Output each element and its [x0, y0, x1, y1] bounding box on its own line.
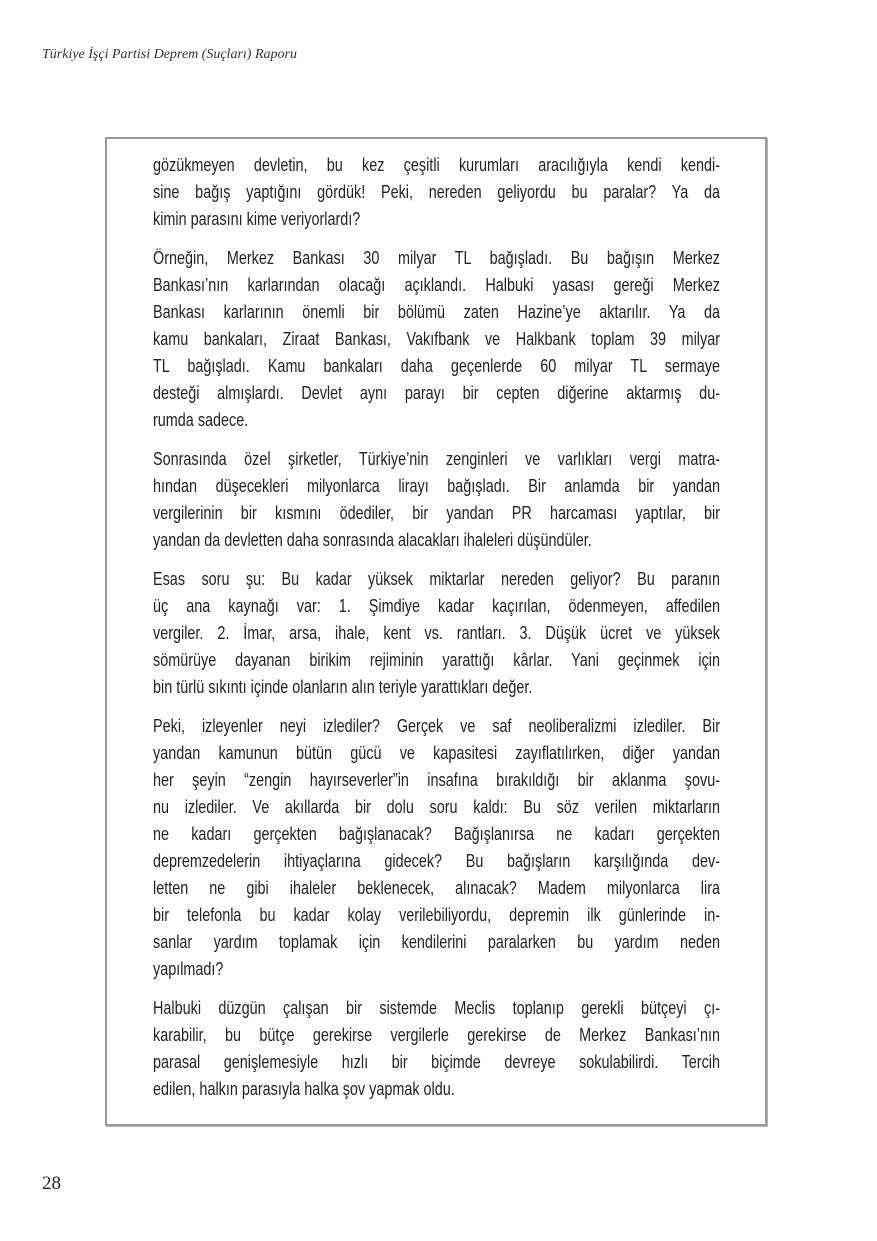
text-line: sine bağış yaptığını gördük! Peki, nereden geliyordu bu paralar? Ya da: [153, 182, 720, 202]
text-line: bin türlü sıkıntı içinde olanların alın teriyle yarattıkları değer.: [153, 677, 533, 697]
text-line: vergilerinin bir kısmını ödediler, bir yandan PR harcaması yaptılar, bir: [153, 503, 720, 523]
text-line: bir telefonla bu kadar kolay verilebiliyordu, depremin ilk günlerinde in-: [153, 905, 720, 925]
text-line: rumda sadece.: [153, 410, 249, 430]
paragraph: [153, 713, 720, 983]
text-line: letten ne gibi ihaleler beklenecek, alınacak? Madem milyonlarca lira: [153, 878, 720, 898]
paragraph: [153, 566, 720, 701]
text-line: TL bağışladı. Kamu bankaları daha geçenlerde 60 milyar TL sermaye: [153, 356, 720, 376]
paragraph: [153, 152, 720, 233]
paragraph: [153, 446, 720, 554]
text-line: yandan da devletten daha sonrasında alacakları ihaleleri düşündüler.: [153, 530, 592, 550]
text-line: vergiler. 2. İmar, arsa, ihale, kent vs. rantları. 3. Düşük ücret ve yüksek: [153, 623, 720, 643]
text-line: yandan kamunun bütün gücü ve kapasitesi zayıflatılırken, diğer yandan: [153, 743, 720, 763]
text-line: kimin parasını kime veriyorlardı?: [153, 209, 361, 229]
text-line: nu izlediler. Ve akıllarda bir dolu soru kaldı: Bu söz verilen miktarların: [153, 797, 720, 817]
text-line: üç ana kaynağı var: 1. Şimdiye kadar kaçırılan, ödenmeyen, affedilen: [153, 596, 720, 616]
text-line: Bankası karlarının önemli bir bölümü zaten Hazine’ye aktarılır. Ya da: [153, 302, 720, 322]
text-line: karabilir, bu bütçe gerekirse vergilerle gerekirse de Merkez Bankası’nın: [153, 1025, 720, 1045]
text-line: depremzedelerin ihtiyaçlarına gidecek? Bu bağışların karşılığında dev-: [153, 851, 720, 871]
text-line: hından düşecekleri milyonlarca lirayı bağışladı. Bir anlamda bir yandan: [153, 476, 720, 496]
boxed-text-body: [153, 152, 720, 1103]
text-line: kamu bankaları, Ziraat Bankası, Vakıfbank ve Halkbank toplam 39 milyar: [153, 329, 720, 349]
text-line: sömürüye dayanan birikim rejiminin yarattığı kârlar. Yani geçinmek için: [153, 650, 720, 670]
text-line: Peki, izleyenler neyi izlediler? Gerçek ve saf neoliberalizmi izlediler. Bir: [153, 716, 720, 736]
text-line: yapılmadı?: [153, 959, 224, 979]
paragraph: [153, 995, 720, 1103]
text-line: sanlar yardım toplamak için kendilerini paralarken bu yardım neden: [153, 932, 720, 952]
page-number: 28: [42, 1173, 61, 1194]
text-line: parasal genişlemesiyle hızlı bir biçimde devreye sokulabilirdi. Tercih: [153, 1052, 720, 1072]
text-line: ne kadarı gerçekten bağışlanacak? Bağışlanırsa ne kadarı gerçekten: [153, 824, 720, 844]
text-line: Örneğin, Merkez Bankası 30 milyar TL bağışladı. Bu bağışın Merkez: [153, 248, 720, 268]
text-line: Sonrasında özel şirketler, Türkiye’nin zenginleri ve varlıkları vergi matra-: [153, 449, 720, 469]
text-line: edilen, halkın parasıyla halka şov yapmak oldu.: [153, 1079, 455, 1099]
paragraph: [153, 245, 720, 434]
running-header-title: Türkiye İşçi Partisi Deprem (Suçları) Raporu: [42, 47, 297, 62]
text-line: Bankası’nın karlarından olacağı açıklandı. Halbuki yasası gereği Merkez: [153, 275, 720, 295]
text-line: her şeyin “zengin hayırseverler”in insafına bırakıldığı bir aklanma şovu-: [153, 770, 720, 790]
text-line: Halbuki düzgün çalışan bir sistemde Meclis toplanıp gerekli bütçeyi çı-: [153, 998, 720, 1018]
text-line: Esas soru şu: Bu kadar yüksek miktarlar nereden geliyor? Bu paranın: [153, 569, 720, 589]
text-line: gözükmeyen devletin, bu kez çeşitli kurumları aracılığıyla kendi kendi-: [153, 155, 720, 175]
text-line: desteği almışlardı. Devlet aynı parayı bir cepten diğerine aktarmış du-: [153, 383, 720, 403]
